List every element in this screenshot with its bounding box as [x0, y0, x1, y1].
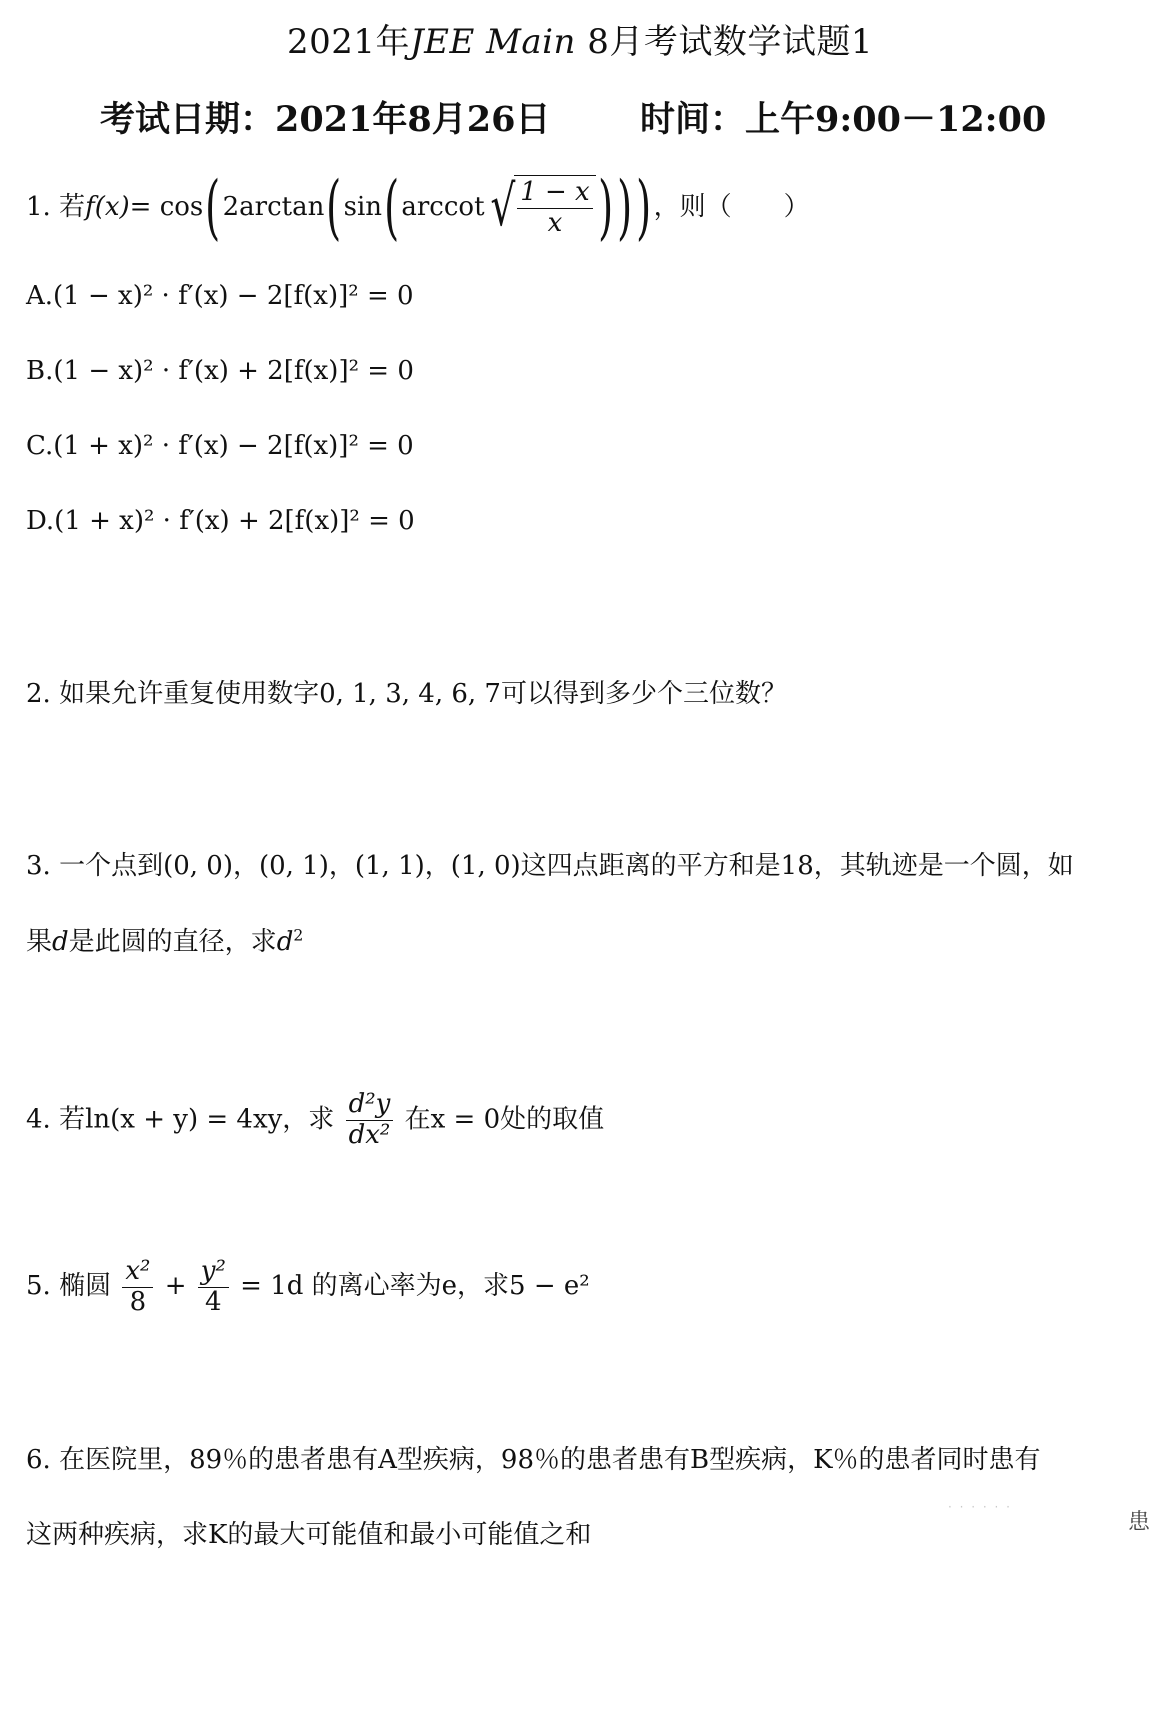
- q4-end: 在x = 0处的取值: [404, 1104, 605, 1135]
- q1-paren-close-3: ): [597, 166, 613, 248]
- page-title: [0, 14, 1160, 63]
- q1-option-d: D.(1 + x)² · f′(x) + 2[f(x)]² = 0: [26, 506, 415, 536]
- q3-d-squared: d: [276, 927, 294, 957]
- q1-paren-open-1: (: [205, 166, 221, 248]
- title-exam-name: JEE Main: [410, 22, 576, 62]
- question-5: [26, 1256, 590, 1317]
- q1-paren-close-2: ): [617, 166, 633, 248]
- q3-exponent: 2: [293, 926, 304, 945]
- title-prefix: 2021年: [286, 22, 410, 62]
- q1-tail: ，则（ ）: [653, 192, 810, 222]
- q4-frac-num: d²y: [348, 1089, 391, 1119]
- q1-number: 1.: [26, 192, 51, 222]
- q4-derivative-fraction: [346, 1090, 394, 1151]
- cut-off-edge-text: 患: [1128, 1510, 1151, 1535]
- exam-date: 考试日期：2021年8月26日: [100, 99, 551, 140]
- question-3-line-1: 3. 一个点到(0, 0)，(0, 1)，(1, 1)，(1, 0)这四点距离的平方和是18，其轨迹是一个圆，如: [26, 851, 1074, 881]
- q5-fraction-x: [122, 1257, 153, 1318]
- q5-f2-num: y²: [200, 1255, 226, 1286]
- q1-stem-start: 若: [59, 192, 86, 222]
- q1-option-b: B.(1 − x)² · f′(x) + 2[f(x)]² = 0: [26, 356, 414, 386]
- q5-start: 5. 椭圆: [26, 1271, 112, 1301]
- q1-paren-open-2: (: [326, 166, 342, 248]
- q1-sin: sin: [343, 192, 383, 222]
- q1-fraction: [517, 178, 593, 239]
- question-6-line-1: 6. 在医院里，89％的患者患有A型疾病，98％的患者患有B型疾病，K％的患者同时患有: [26, 1445, 1041, 1475]
- q3-text-b: 是此圆的直径，求: [68, 927, 277, 957]
- q1-two-arctan: 2arctan: [222, 192, 325, 222]
- title-suffix: 8月考试数学试题1: [587, 22, 874, 62]
- exam-time: 时间：上午9:00－12:00: [640, 99, 1047, 140]
- q3-d: d: [52, 927, 69, 957]
- q1-paren-close-1: ): [636, 166, 652, 248]
- q1-frac-den: x: [517, 208, 593, 239]
- question-2: 2. 如果允许重复使用数字0, 1, 3, 4, 6, 7可以得到多少个三位数？: [26, 679, 787, 709]
- watermark: · · · · · ·: [948, 1500, 1012, 1514]
- q1-eq: = cos: [129, 192, 204, 222]
- question-6-line-2: 这两种疾病，求K的最大可能值和最小可能值之和: [26, 1520, 592, 1550]
- q1-sqrt: [485, 175, 596, 239]
- q5-end: = 1d 的离心率为e，求5 − e²: [240, 1271, 590, 1301]
- q4-start: 4. 若ln(x + y) = 4xy，求: [26, 1104, 335, 1135]
- q3-text-a: 果: [26, 927, 53, 957]
- q1-arccot: arccot: [401, 192, 485, 222]
- q5-f1-den: 8: [122, 1287, 153, 1318]
- q1-sqrt-inner: [514, 175, 596, 239]
- q5-f1-num: x²: [125, 1255, 151, 1286]
- q1-option-a: A.(1 − x)² · f′(x) − 2[f(x)]² = 0: [26, 281, 414, 311]
- radical-sign: √: [489, 174, 515, 239]
- q1-frac-num: 1 − x: [520, 177, 590, 208]
- question-4: [26, 1090, 604, 1151]
- q1-fx: f(x): [85, 192, 130, 222]
- q5-plus: +: [164, 1271, 187, 1301]
- q1-option-c: C.(1 + x)² · f′(x) − 2[f(x)]² = 0: [26, 431, 414, 461]
- question-3-line-2: [26, 922, 303, 962]
- question-1: [26, 166, 810, 248]
- q1-paren-open-3: (: [384, 166, 400, 248]
- q5-fraction-y: [198, 1257, 229, 1318]
- q4-frac-den: dx²: [346, 1120, 394, 1151]
- q5-f2-den: 4: [198, 1287, 229, 1318]
